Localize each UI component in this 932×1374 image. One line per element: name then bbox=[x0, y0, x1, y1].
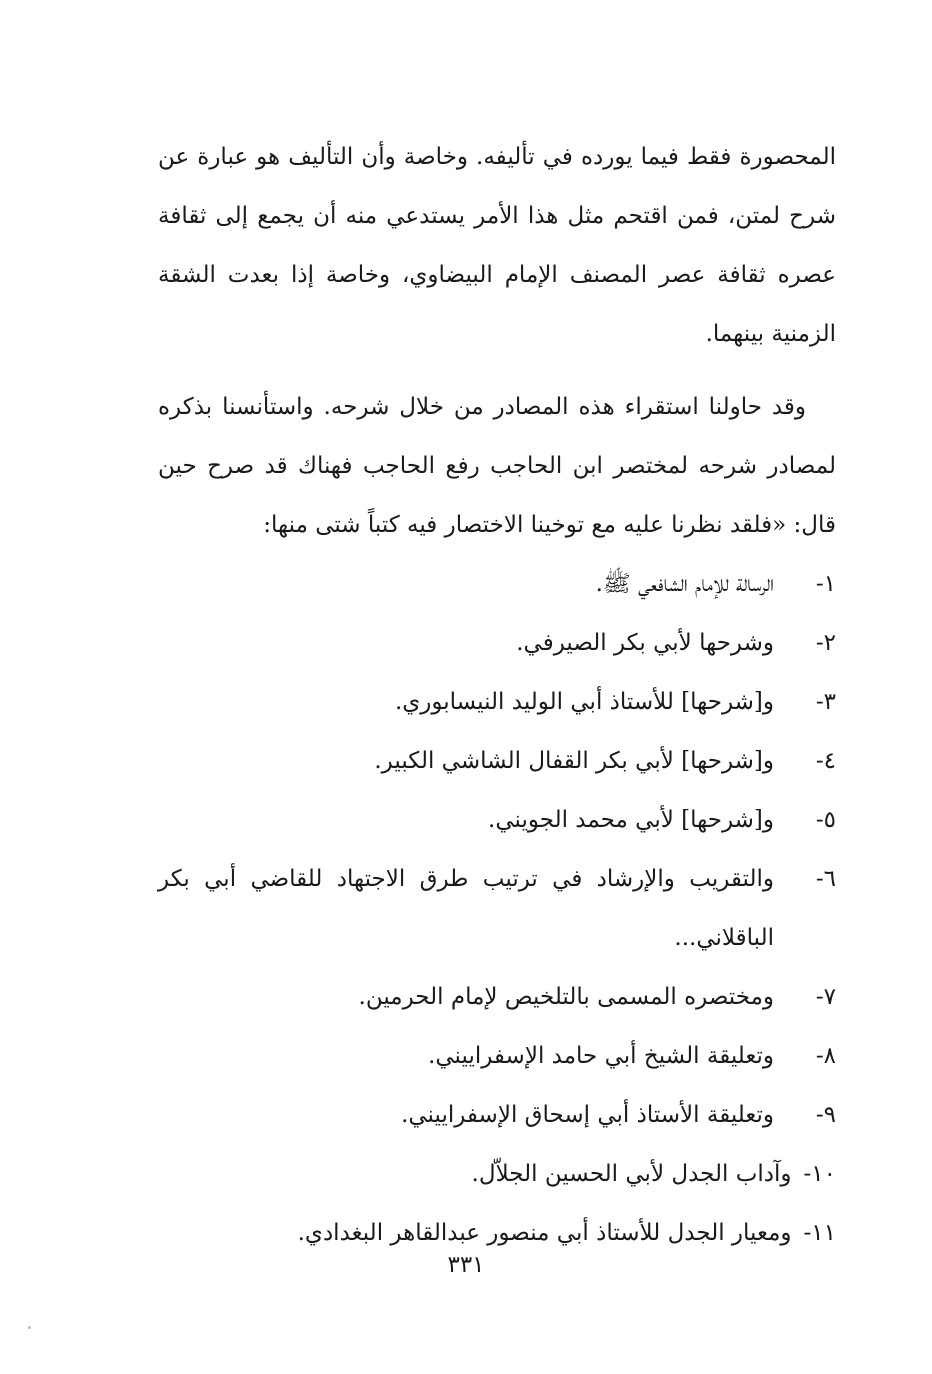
list-item bbox=[158, 791, 836, 850]
list-item-text: والتقريب والإرشاد في ترتيب طرق الاجتهاد للقاضي أبي بكر الباقلاني... bbox=[158, 866, 774, 951]
list-item-number: ٩- bbox=[815, 1102, 836, 1128]
list-item bbox=[158, 1086, 836, 1145]
page-body bbox=[158, 128, 836, 1263]
list-item-text: وتعليقة الشيخ أبي حامد الإسفراييني. bbox=[428, 1043, 774, 1069]
list-item-number: ٤- bbox=[815, 748, 836, 774]
list-item-number: ٥- bbox=[815, 807, 836, 833]
list-item-number: ٦- bbox=[815, 866, 836, 892]
list-item-number: ٣- bbox=[815, 689, 836, 715]
list-item-number: ٢- bbox=[815, 630, 836, 656]
list-item bbox=[158, 850, 836, 968]
list-item bbox=[158, 555, 836, 614]
list-item-number: ١٠- bbox=[803, 1161, 836, 1187]
scan-speck bbox=[28, 1326, 31, 1329]
list-item-text: وتعليقة الأستاذ أبي إسحاق الإسفراييني. bbox=[401, 1102, 774, 1128]
list-item-text: و[شرحها] لأبي بكر القفال الشاشي الكبير. bbox=[374, 748, 774, 774]
list-item bbox=[158, 1145, 836, 1204]
list-item-text: ومختصره المسمى بالتلخيص لإمام الحرمين. bbox=[358, 984, 774, 1010]
list-item bbox=[158, 732, 836, 791]
list-item-number: ١١- bbox=[803, 1220, 836, 1246]
list-item bbox=[158, 1027, 836, 1086]
sources-list bbox=[158, 555, 836, 1263]
list-item-text: الرسالة للإمام الشافعي ﷺ. bbox=[595, 571, 774, 597]
list-item-text: وشرحها لأبي بكر الصيرفي. bbox=[516, 630, 774, 656]
list-item-number: ٧- bbox=[815, 984, 836, 1010]
list-item-text: و[شرحها] لأبي محمد الجويني. bbox=[488, 807, 774, 833]
list-item-text: و[شرحها] للأستاذ أبي الوليد النيسابوري. bbox=[394, 689, 774, 715]
list-item-text: وآداب الجدل لأبي الحسين الجلاّل. bbox=[471, 1161, 792, 1187]
paragraph-2: وقد حاولنا استقراء هذه المصادر من خلال شرحه. واستأنسنا بذكره لمصادر شرحه لمختصر ابن الحاجب رفع الحاجب فهناك قد صرح حين قال: «فلقد نظرنا عليه مع توخينا الاختصار فيه كتباً شتى منها: bbox=[158, 394, 836, 538]
list-item-number: ٨- bbox=[815, 1043, 836, 1069]
list-item bbox=[158, 614, 836, 673]
list-item bbox=[158, 968, 836, 1027]
paragraph-1: المحصورة فقط فيما يورده في تأليفه. وخاصة وأن التأليف هو عبارة عن شرح لمتن، فمن اقتحم مثل هذا الأمر يستدعي منه أن يجمع إلى ثقافة عصره ثقافة عصر المصنف الإمام البيضاوي، وخاصة إذا بعدت الشقة الزمنية بينهما. bbox=[158, 144, 836, 347]
list-item-number: ١- bbox=[815, 571, 836, 597]
list-item-text: ومعيار الجدل للأستاذ أبي منصور عبدالقاهر البغدادي. bbox=[297, 1220, 792, 1246]
page-number: ٣٣١ bbox=[447, 1252, 485, 1278]
list-item bbox=[158, 673, 836, 732]
